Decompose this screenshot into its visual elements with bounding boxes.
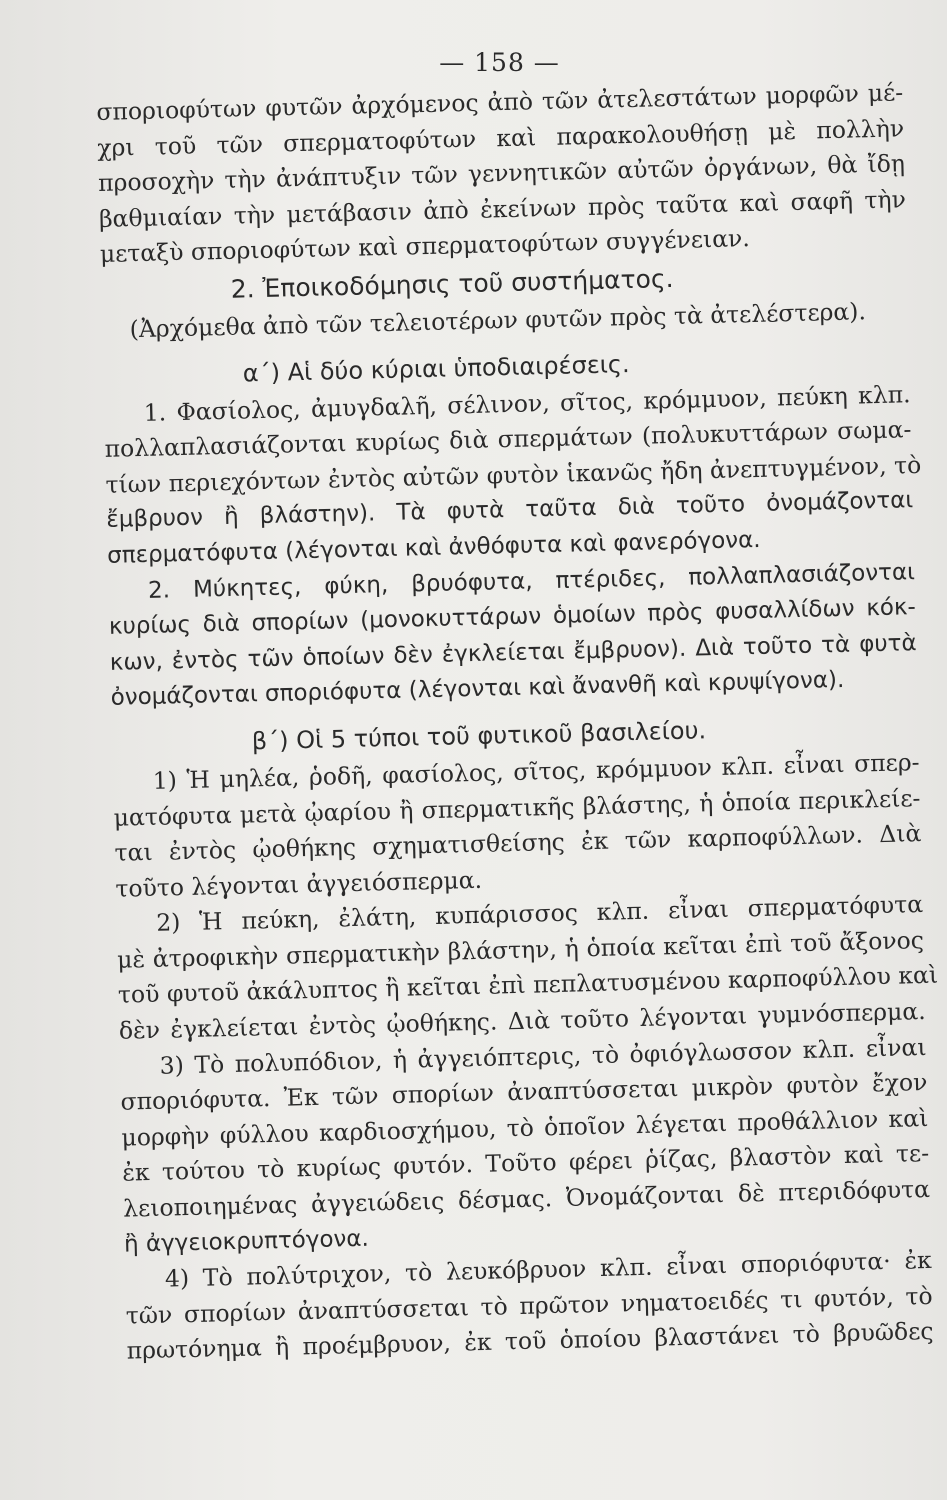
text-line: 3) Τὸ πολυπόδιον, ἡ ἀγγειόπτερις, τὸ ὀφιόγλωσσον κλπ. εἶναι	[159, 1032, 927, 1080]
text-line: βαθμιαίαν τὴν μετάβασιν ἀπὸ ἐκείνων πρὸς ταῦτα καὶ σαφῆ τὴν	[98, 185, 907, 233]
text-line: 2. Μύκητες, φύκη, βρυόφυτα, πτέριδες, πολλαπλασιάζονται	[147, 558, 916, 604]
text-line: (Ἀρχόμεθα ἀπὸ τῶν τελειοτέρων φυτῶν πρὸς τὰ ἀτελέστερα).	[129, 297, 867, 344]
text-line: 1. Φασίολος, ἀμυγδαλῆ, σέλινον, σῖτος, κρόμμυον, πεύκη κλπ.	[143, 379, 911, 427]
text-line: τοῦτο λέγονται ἀγγειόσπερμα.	[115, 865, 483, 903]
text-line: προσοχὴν τὴν ἀνάπτυξιν τῶν γεννητικῶν αὐτῶν ὀργάνων, θὰ ἴδῃ	[97, 149, 906, 198]
text-line: ματόφυτα μετὰ ᾠαρίου ἢ σπερματικῆς βλάστης, ἡ ὁποία περικλείε-	[113, 783, 921, 832]
text-line: πρωτόνημα ἢ προέμβρυον, ἐκ τοῦ ὁποίου βλαστάνει τὸ βρυῶδες	[126, 1317, 934, 1366]
text-line: ὀνομάζονται σποριόφυτα (λέγονται καὶ ἄνανθῆ καὶ κρυψίγονα).	[110, 667, 845, 712]
page-text	[96, 75, 939, 1369]
section-heading: 2. Ἐποικοδόμησις τοῦ συστήματος.	[230, 263, 674, 304]
text-line: σποριοφύτων φυτῶν ἀρχόμενος ἀπὸ τῶν ἀτελεστάτων μορφῶν μέ-	[96, 78, 904, 126]
text-line: μὲ ἀτροφικὴν σπερματικὴν βλάστην, ἡ ὁποία κεῖται ἐπὶ τοῦ ἄξονος	[116, 925, 925, 974]
subsection-heading: α΄) Αἱ δύο κύριαι ὑποδιαιρέσεις.	[242, 349, 630, 388]
text-line: μεταξὺ σποριοφύτων καὶ σπερματοφύτων συγγένειαν.	[99, 224, 751, 269]
text-line: πολλαπλασιάζονται κυρίως διὰ σπερμάτων (πολυκυττάρων σωμα-	[104, 415, 912, 464]
text-line: ἔμβρυον ἢ βλάστην). Τὰ φυτὰ ταῦτα διὰ τοῦτο ὀνομάζονται	[106, 487, 914, 534]
subsection-heading: β΄) Οἱ 5 τύποι τοῦ φυτικοῦ βασιλείου.	[251, 716, 707, 756]
text-line: 1) Ἡ μηλέα, ῥοδῆ, φασίολος, σῖτος, κρόμμυον κλπ. εἶναι σπερ-	[152, 747, 920, 795]
text-line: ται ἐντὸς ᾠοθήκης σχηματισθείσης ἐκ τῶν καρποφύλλων. Διὰ	[114, 819, 922, 867]
text-line: σπερματόφυτα (λέγονται καὶ ἀνθόφυτα καὶ φανερόγονα.	[106, 526, 761, 569]
text-line: ἐκ τούτου τὸ κυρίως φυτόν. Τοῦτο φέρει ῥίζας, βλαστὸν καὶ τε-	[122, 1139, 930, 1188]
text-line: 4) Τὸ πολύτριχον, τὸ λευκόβρυον κλπ. εἶναι σποριόφυτα· ἐκ	[164, 1246, 933, 1293]
text-line: ἢ ἀγγειοκρυπτόγονα.	[123, 1225, 370, 1258]
text-line: κυρίως διὰ σπορίων (μονοκυττάρων ὁμοίων πρὸς φυσαλλίδων κόκ-	[108, 594, 917, 640]
text-line: 2) Ἡ πεύκη, ἐλάτη, κυπάρισσος κλπ. εἶναι σπερματόφυτα	[155, 890, 924, 938]
text-line: μορφὴν φύλλου καρδιοσχήμου, τὸ ὁποῖον λέγεται προθάλλιον καὶ	[121, 1103, 929, 1152]
text-line: δὲν ἐγκλείεται ἐντὸς ᾠοθήκης. Διὰ τοῦτο λέγονται γυμνόσπερμα.	[118, 997, 926, 1045]
text-line: λειοποιημένας ἀγγειώδεις δέσμας. Ὀνομάζονται δὲ πτεριδόφυτα	[122, 1174, 931, 1223]
text-line: τίων περιεχόντων ἐντὸς αὐτῶν φυτὸν ἱκανῶς ἤδη ἀνεπτυγμένον, τὸ	[105, 450, 922, 499]
text-line: τοῦ φυτοῦ ἀκάλυπτος ἢ κεῖται ἐπὶ πεπλατυσμένου καρποφύλλου καὶ	[117, 961, 939, 1010]
page-number: — 158 —	[439, 48, 560, 77]
text-line: τῶν σπορίων ἀναπτύσσεται τὸ πρῶτον νηματοειδές τι φυτόν, τὸ	[125, 1281, 933, 1330]
text-line: κων, ἐντὸς τῶν ὁποίων δὲν ἐγκλείεται ἔμβρυον). Διὰ τοῦτο τὰ φυτὰ	[109, 629, 917, 676]
text-line: χρι τοῦ τῶν σπερματοφύτων καὶ παρακολουθήσῃ μὲ πολλὴν	[96, 113, 905, 162]
text-line: σποριόφυτα. Ἐκ τῶν σπορίων ἀναπτύσσεται μικρὸν φυτὸν ἔχον	[120, 1068, 928, 1116]
